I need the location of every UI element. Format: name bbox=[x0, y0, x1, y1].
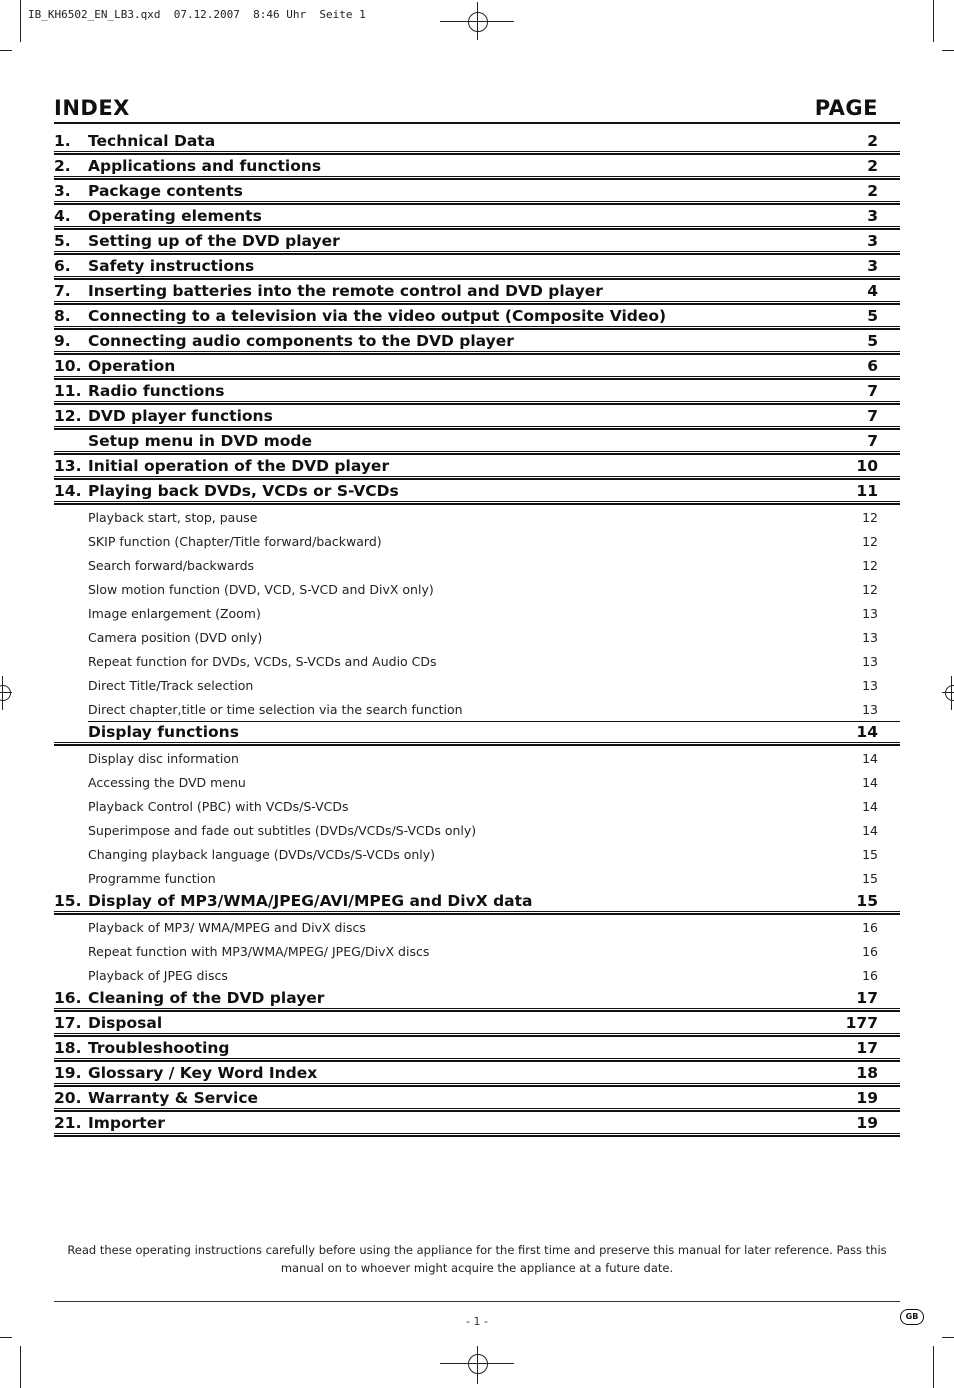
toc-entry-page: 12 bbox=[862, 558, 878, 573]
toc-entry-title: Initial operation of the DVD player bbox=[88, 457, 390, 475]
toc-subentry[interactable] bbox=[54, 601, 900, 625]
toc-entry-page: 3 bbox=[867, 257, 878, 275]
toc-subentry[interactable] bbox=[54, 529, 900, 553]
toc-entry-number: 15. bbox=[54, 892, 82, 910]
toc-entry-page: 16 bbox=[862, 944, 878, 959]
toc-entry[interactable] bbox=[54, 430, 900, 455]
crop-mark bbox=[942, 50, 954, 51]
toc-entry-number: 2. bbox=[54, 157, 71, 175]
toc-entry-title: Changing playback language (DVDs/VCDs/S-VCDs only) bbox=[88, 847, 436, 862]
toc-entry-page: 7 bbox=[867, 382, 878, 400]
toc-entry[interactable] bbox=[54, 205, 900, 230]
crop-mark bbox=[2, 676, 3, 710]
toc-subentry[interactable] bbox=[54, 770, 900, 794]
toc-entry-page: 13 bbox=[862, 702, 878, 717]
toc-entry-title: Programme function bbox=[88, 871, 216, 886]
toc-entry-title: Radio functions bbox=[88, 382, 225, 400]
toc-entry-title: Search forward/backwards bbox=[88, 558, 255, 573]
toc-entry-title: Direct Title/Track selection bbox=[88, 678, 254, 693]
toc-entry[interactable] bbox=[54, 180, 900, 205]
toc-entry-page: 2 bbox=[867, 182, 878, 200]
toc-subentry[interactable] bbox=[54, 505, 900, 529]
registration-mark-icon bbox=[468, 12, 488, 32]
toc-entry-title: Direct chapter,title or time selection via the search function bbox=[88, 702, 463, 717]
toc-entry-number: 11. bbox=[54, 382, 82, 400]
toc-entry-number: 20. bbox=[54, 1089, 82, 1107]
file-slug: IB_KH6502_EN_LB3.qxd 07.12.2007 8:46 Uhr Seite 1 bbox=[28, 8, 366, 21]
toc-entry-title: Playing back DVDs, VCDs or S-VCDs bbox=[88, 482, 399, 500]
toc-entry-page: 7 bbox=[867, 407, 878, 425]
crop-mark bbox=[933, 1346, 934, 1388]
toc-entry-number: 19. bbox=[54, 1064, 82, 1082]
page-number: - 1 - bbox=[466, 1315, 488, 1328]
toc-subentry[interactable] bbox=[54, 818, 900, 842]
toc-entry-page: 17 bbox=[856, 1039, 878, 1057]
toc-entry-page: 4 bbox=[867, 282, 878, 300]
toc-entry-title: Setting up of the DVD player bbox=[88, 232, 340, 250]
language-badge: GB bbox=[900, 1309, 924, 1325]
toc-entry[interactable] bbox=[54, 130, 900, 155]
toc-entry-title: SKIP function (Chapter/Title forward/backward) bbox=[88, 534, 382, 549]
toc-entry-title: Importer bbox=[88, 1114, 165, 1132]
toc-entry-number: 12. bbox=[54, 407, 82, 425]
toc-entry-number: 10. bbox=[54, 357, 82, 375]
crop-mark bbox=[20, 1346, 21, 1388]
toc-subentry[interactable] bbox=[54, 697, 900, 721]
page-heading: PAGE bbox=[814, 96, 878, 120]
toc-entry-title: Connecting to a television via the video output (Composite Video) bbox=[88, 307, 667, 325]
toc-entry-title: Superimpose and fade out subtitles (DVDs/VCDs/S-VCDs only) bbox=[88, 823, 477, 838]
toc-entry-page: 19 bbox=[856, 1089, 878, 1107]
toc-entry-page: 15 bbox=[856, 892, 878, 910]
toc-entry-title: Disposal bbox=[88, 1014, 163, 1032]
toc-entry[interactable] bbox=[54, 230, 900, 255]
toc-entry-page: 18 bbox=[856, 1064, 878, 1082]
toc-entry[interactable] bbox=[54, 480, 900, 505]
toc-entry-number: 21. bbox=[54, 1114, 82, 1132]
toc-entry-title: Applications and functions bbox=[88, 157, 322, 175]
crop-mark bbox=[0, 50, 12, 51]
registration-mark-icon bbox=[468, 1354, 488, 1374]
toc-subentry[interactable] bbox=[54, 866, 900, 890]
toc-entry-title: Safety instructions bbox=[88, 257, 255, 275]
toc-subentry[interactable] bbox=[54, 577, 900, 601]
toc-entry-title: Repeat function with MP3/WMA/MPEG/ JPEG/DivX discs bbox=[88, 944, 430, 959]
footer-divider bbox=[54, 1301, 900, 1302]
toc-entry-page: 14 bbox=[856, 723, 878, 741]
registration-mark-icon bbox=[945, 685, 954, 701]
toc-entry-page: 15 bbox=[862, 847, 878, 862]
toc-entry-page: 177 bbox=[845, 1014, 878, 1032]
toc-entry[interactable] bbox=[54, 1012, 900, 1037]
toc-entry-title: Accessing the DVD menu bbox=[88, 775, 246, 790]
toc-subentry[interactable] bbox=[54, 794, 900, 818]
toc-entry-page: 3 bbox=[867, 232, 878, 250]
toc-entry-page: 16 bbox=[862, 968, 878, 983]
toc-subentry[interactable] bbox=[54, 939, 900, 963]
toc-entry-title: Technical Data bbox=[88, 132, 216, 150]
crop-mark bbox=[942, 692, 954, 693]
toc-entry-title: Image enlargement (Zoom) bbox=[88, 606, 261, 621]
toc-entry-page: 2 bbox=[867, 157, 878, 175]
toc-subentry[interactable] bbox=[54, 625, 900, 649]
toc-entry-page: 10 bbox=[856, 457, 878, 475]
toc-entry-page: 11 bbox=[856, 482, 878, 500]
toc-entry-page: 17 bbox=[856, 989, 878, 1007]
toc-entry-page: 19 bbox=[856, 1114, 878, 1132]
toc-entry-page: 7 bbox=[867, 432, 878, 450]
toc-entry[interactable] bbox=[54, 987, 900, 1012]
toc-entry-title: Package contents bbox=[88, 182, 243, 200]
toc-entry-page: 16 bbox=[862, 920, 878, 935]
crop-mark bbox=[0, 1337, 12, 1338]
toc-subentry[interactable] bbox=[54, 673, 900, 697]
toc-entry-title: Playback start, stop, pause bbox=[88, 510, 258, 525]
toc-entry-number: 8. bbox=[54, 307, 71, 325]
toc-entry-page: 14 bbox=[862, 823, 878, 838]
index-header bbox=[54, 96, 900, 124]
toc-entry-page: 5 bbox=[867, 332, 878, 350]
toc-entry-number: 18. bbox=[54, 1039, 82, 1057]
index-heading: INDEX bbox=[54, 96, 130, 120]
toc-entry[interactable] bbox=[54, 1037, 900, 1062]
toc-entry-title: Slow motion function (DVD, VCD, S-VCD and DivX only) bbox=[88, 582, 434, 597]
toc-entry-page: 6 bbox=[867, 357, 878, 375]
toc-entry[interactable] bbox=[54, 355, 900, 380]
toc-entry-page: 13 bbox=[862, 630, 878, 645]
toc-entry-page: 13 bbox=[862, 606, 878, 621]
toc-subentry[interactable] bbox=[54, 915, 900, 939]
toc-entry-title: Display functions bbox=[88, 723, 239, 741]
toc-entry-title: Operation bbox=[88, 357, 176, 375]
toc-entry-title: Warranty & Service bbox=[88, 1089, 259, 1107]
toc-entry-title: Inserting batteries into the remote control and DVD player bbox=[88, 282, 603, 300]
crop-mark bbox=[933, 0, 934, 42]
toc-entry-number: 5. bbox=[54, 232, 71, 250]
toc-entry[interactable] bbox=[54, 405, 900, 430]
toc-subentry[interactable] bbox=[54, 649, 900, 673]
toc-entry-title: Display of MP3/WMA/JPEG/AVI/MPEG and DivX data bbox=[88, 892, 533, 910]
toc-entry-page: 15 bbox=[862, 871, 878, 886]
toc-entry-title: Cleaning of the DVD player bbox=[88, 989, 325, 1007]
toc-entry-title: Display disc information bbox=[88, 751, 239, 766]
crop-mark bbox=[477, 2, 478, 40]
toc-subentry[interactable] bbox=[54, 746, 900, 770]
crop-mark bbox=[20, 0, 21, 42]
toc-entry-number: 1. bbox=[54, 132, 71, 150]
toc-entry-title: Connecting audio components to the DVD player bbox=[88, 332, 514, 350]
crop-mark bbox=[942, 1337, 954, 1338]
toc-entry-page: 14 bbox=[862, 775, 878, 790]
toc-entry-number: 3. bbox=[54, 182, 71, 200]
toc-entry-number: 13. bbox=[54, 457, 82, 475]
toc-entry-page: 13 bbox=[862, 678, 878, 693]
toc-subentry[interactable] bbox=[54, 553, 900, 577]
toc-entry-page: 12 bbox=[862, 510, 878, 525]
crop-mark bbox=[951, 676, 952, 710]
toc-entry-number: 17. bbox=[54, 1014, 82, 1032]
toc-entry[interactable] bbox=[54, 890, 900, 915]
toc-entry[interactable] bbox=[54, 155, 900, 180]
toc-entry-title: Glossary / Key Word Index bbox=[88, 1064, 318, 1082]
toc-entry-title: Camera position (DVD only) bbox=[88, 630, 263, 645]
toc-entry-number: 7. bbox=[54, 282, 71, 300]
toc-entry-number: 14. bbox=[54, 482, 82, 500]
instruction-note: Read these operating instructions carefully before using the appliance for the first time and preserve this manual for later reference. Pass this manual on to whoever might acquire the appliance at a future date. bbox=[67, 1243, 887, 1275]
toc-entry-title: Troubleshooting bbox=[88, 1039, 230, 1057]
toc-entry-page: 5 bbox=[867, 307, 878, 325]
toc-entry-title: DVD player functions bbox=[88, 407, 273, 425]
toc-entry-number: 16. bbox=[54, 989, 82, 1007]
toc-entry-page: 14 bbox=[862, 751, 878, 766]
toc-entry[interactable] bbox=[54, 280, 900, 305]
toc-entry-number: 9. bbox=[54, 332, 71, 350]
toc-entry[interactable] bbox=[54, 380, 900, 405]
toc-entry-page: 12 bbox=[862, 582, 878, 597]
toc-entry-page: 14 bbox=[862, 799, 878, 814]
toc-entry-title: Playback Control (PBC) with VCDs/S-VCDs bbox=[88, 799, 349, 814]
toc-subentry[interactable] bbox=[54, 963, 900, 987]
toc-entry[interactable] bbox=[54, 1087, 900, 1112]
toc-entry-title: Repeat function for DVDs, VCDs, S-VCDs and Audio CDs bbox=[88, 654, 437, 669]
toc-entry[interactable] bbox=[54, 455, 900, 480]
toc-entry-title: Playback of JPEG discs bbox=[88, 968, 228, 983]
toc-entry-page: 12 bbox=[862, 534, 878, 549]
toc-entry-title: Operating elements bbox=[88, 207, 262, 225]
toc-entry-title: Playback of MP3/ WMA/MPEG and DivX discs bbox=[88, 920, 366, 935]
toc-entry[interactable] bbox=[54, 721, 900, 746]
toc-entry-page: 2 bbox=[867, 132, 878, 150]
toc-entry-number: 6. bbox=[54, 257, 71, 275]
toc-entry[interactable] bbox=[54, 330, 900, 355]
toc-entry-page: 3 bbox=[867, 207, 878, 225]
toc-entry[interactable] bbox=[54, 305, 900, 330]
toc-entry-number: 4. bbox=[54, 207, 71, 225]
toc-entry[interactable] bbox=[54, 1112, 900, 1137]
toc-entry-page: 13 bbox=[862, 654, 878, 669]
toc-subentry[interactable] bbox=[54, 842, 900, 866]
toc-entry[interactable] bbox=[54, 1062, 900, 1087]
toc-entry[interactable] bbox=[54, 255, 900, 280]
crop-mark bbox=[477, 1346, 478, 1384]
toc-entry-title: Setup menu in DVD mode bbox=[88, 432, 313, 450]
table-of-contents bbox=[54, 130, 900, 1137]
